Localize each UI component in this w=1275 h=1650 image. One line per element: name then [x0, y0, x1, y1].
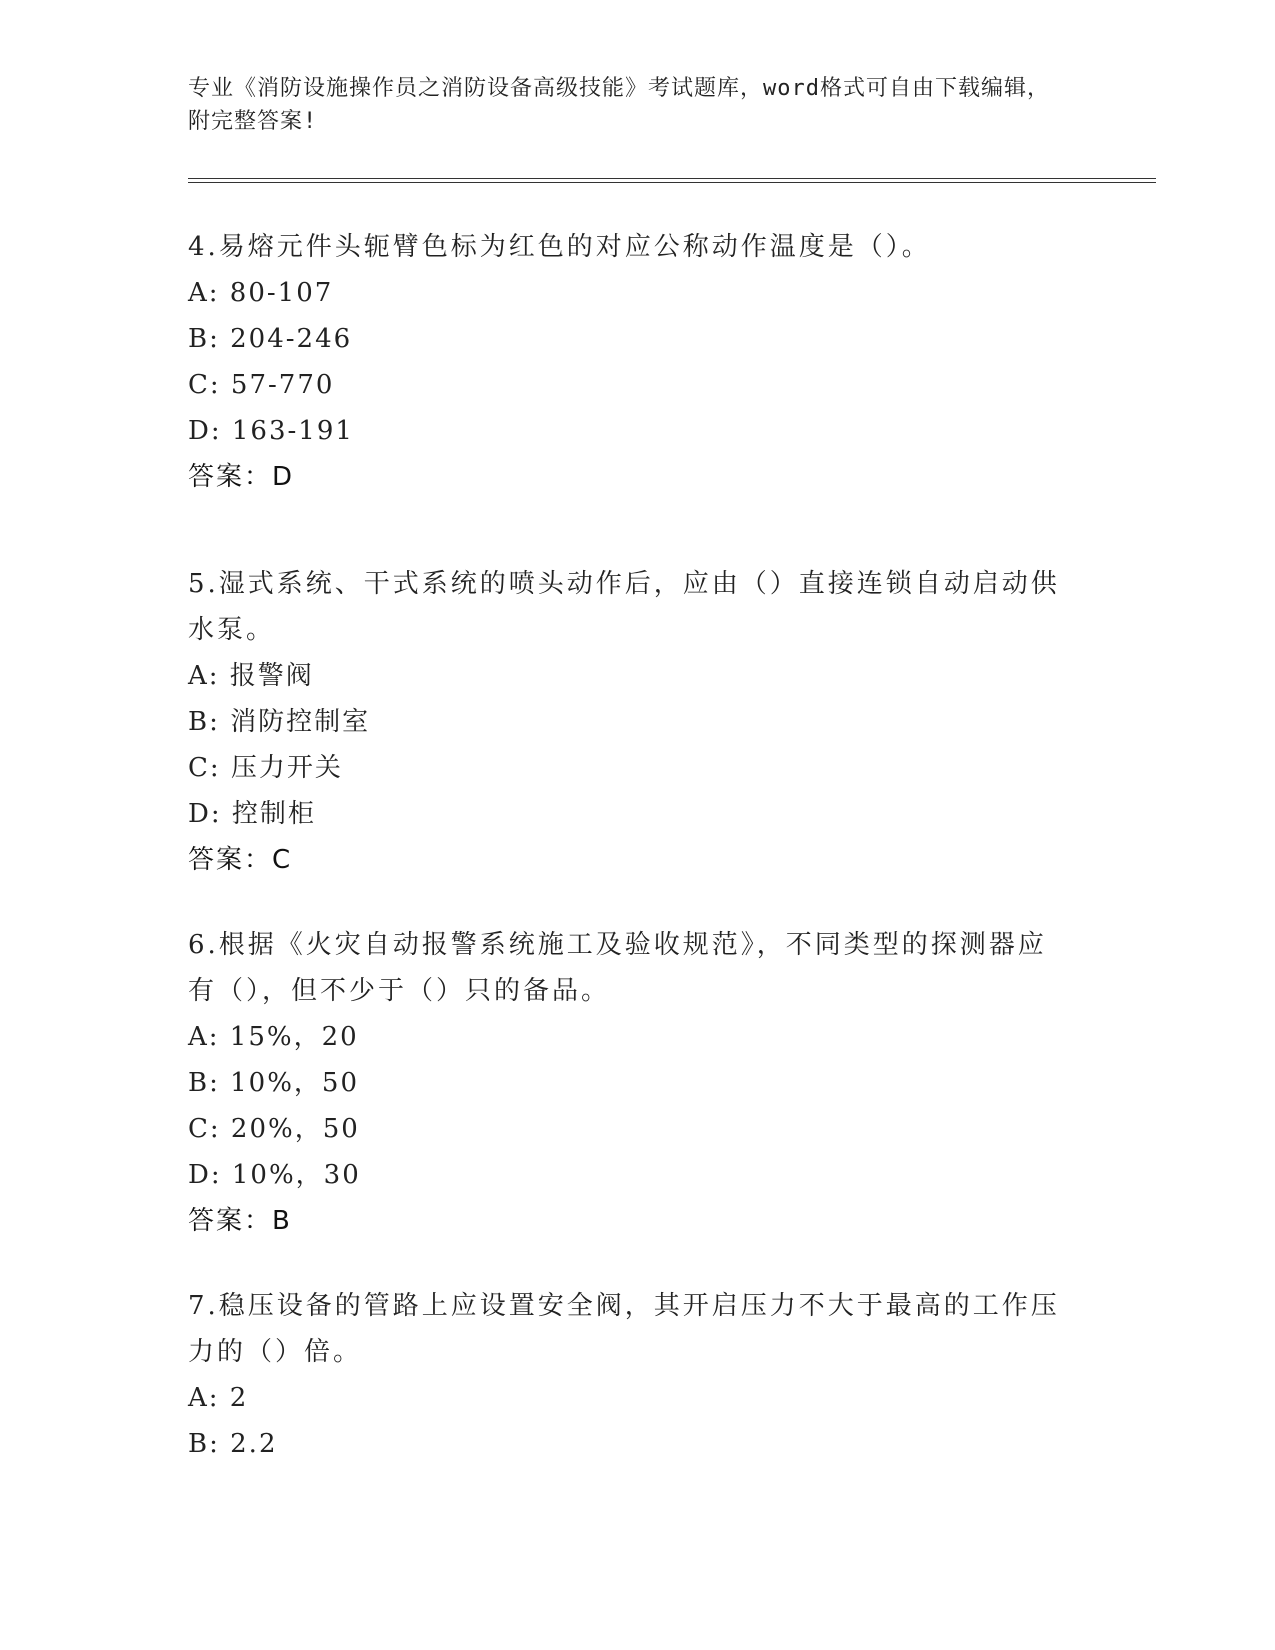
option-d: D: 控制柜: [188, 799, 316, 829]
option-d: D: 10%，30: [188, 1160, 361, 1190]
question-stem: 6.根据《火灾自动报警系统施工及验收规范》，不同类型的探测器应有（），但不少于（）只的备品。: [188, 930, 1047, 1006]
question-5: [188, 561, 1068, 883]
option-a: A: 80-107: [188, 278, 334, 308]
option-a: A: 报警阀: [188, 661, 314, 691]
question-7: [188, 1283, 1068, 1467]
option-b: B: 2.2: [188, 1429, 278, 1459]
question-stem: 7.稳压设备的管路上应设置安全阀，其开启压力不大于最高的工作压力的（）倍。: [188, 1291, 1060, 1367]
option-c: C: 57-770: [188, 370, 335, 400]
option-c: C: 20%，50: [188, 1114, 360, 1144]
option-c: C: 压力开关: [188, 753, 343, 783]
question-4: [188, 224, 1068, 500]
answer-line: 答案：D: [188, 462, 295, 492]
option-b: B: 10%，50: [188, 1068, 360, 1098]
question-stem: 5.湿式系统、干式系统的喷头动作后，应由（）直接连锁自动启动供水泵。: [188, 569, 1060, 645]
option-b: B: 消防控制室: [188, 707, 371, 737]
option-a: A: 15%，20: [188, 1022, 359, 1052]
question-stem: 4.易熔元件头轭臂色标为红色的对应公称动作温度是（）。: [188, 232, 931, 262]
answer-line: 答案：B: [188, 1206, 292, 1236]
document-header: 专业《消防设施操作员之消防设备高级技能》考试题库，word格式可自由下载编辑，附完整答案!: [188, 76, 1050, 134]
option-d: D: 163-191: [188, 416, 354, 446]
option-a: A: 2: [188, 1383, 249, 1413]
answer-line: 答案：C: [188, 845, 293, 875]
question-6: [188, 922, 1068, 1244]
option-b: B: 204-246: [188, 324, 353, 354]
header-divider: [188, 178, 1156, 183]
